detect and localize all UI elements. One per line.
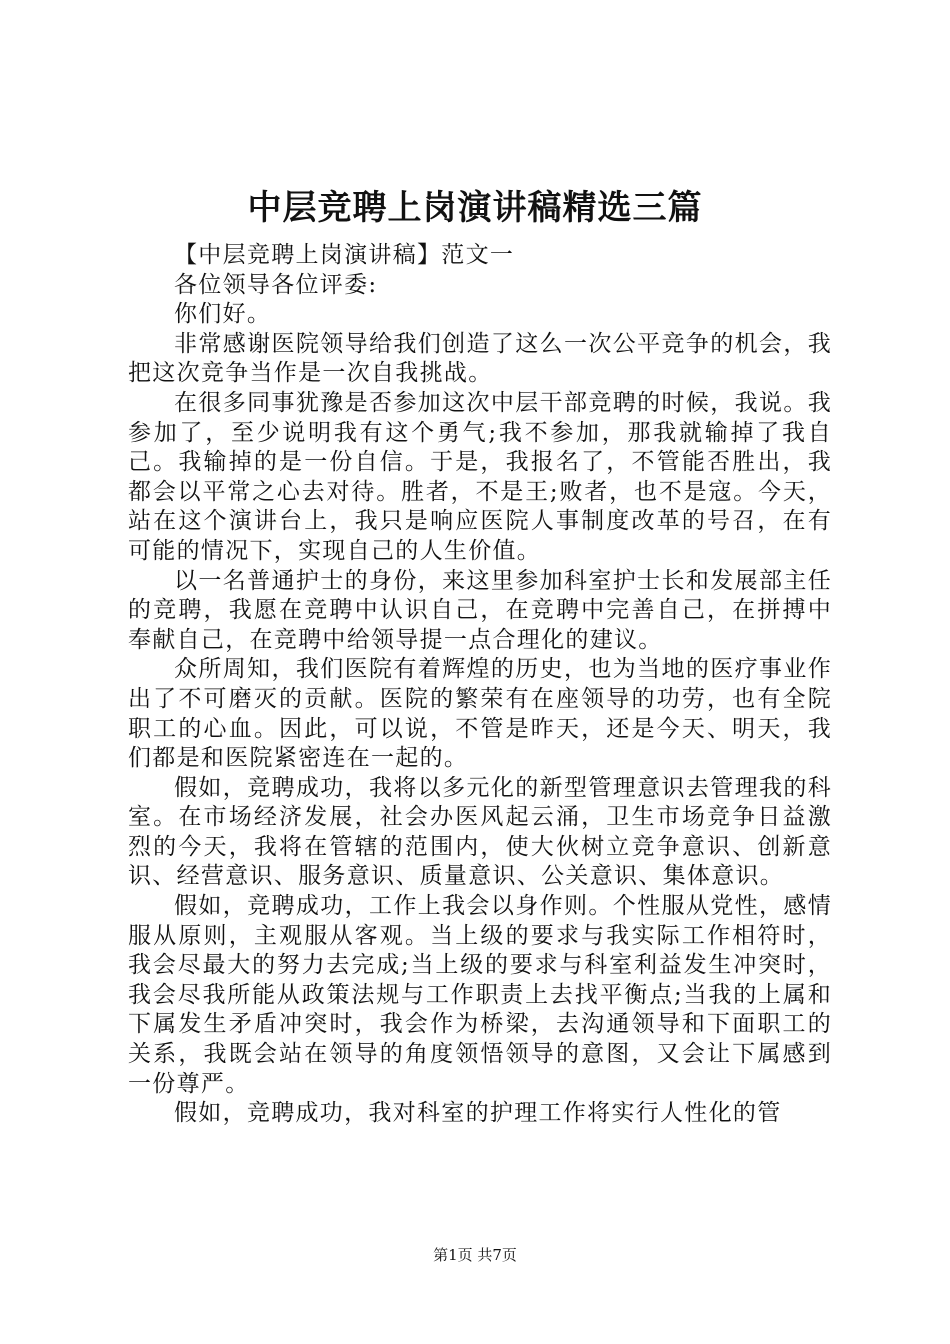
paragraph-work-attitude: 假如，竞聘成功，工作上我会以身作则。个性服从党性，感情服从原则，主观服从客观。当上级的要求与我实际工作相符时，我会尽最大的努力去完成;当上级的要求与科室利益发生冲突时，我会尽我所能从政策法规与工作职责上去找平衡点;当我的上属和下属发生矛盾冲突时，我会作为桥梁，去沟通领导和下面职工的关系，我既会站在领导的角度领悟领导的意图，又会让下属感到一份尊严。: [128, 893, 832, 1097]
paragraph-section-heading: 【中层竞聘上岗演讲稿】范文一: [174, 242, 515, 268]
document-body: [128, 241, 832, 1129]
paragraph-hospital-history: 众所周知，我们医院有着辉煌的历史，也为当地的医疗事业作出了不可磨灭的贡献。医院的繁荣有在座领导的功劳，也有全院职工的心血。因此，可以说，不管是昨天，还是今天、明天，我们都是和医院紧密连在一起的。: [128, 656, 832, 772]
paragraph-management: 假如，竞聘成功，我将以多元化的新型管理意识去管理我的科室。在市场经济发展，社会办医风起云涌，卫生市场竞争日益激烈的今天，我将在管辖的范围内，使大伙树立竞争意识、创新意识、经营意识、服务意识、质量意识、公关意识、集体意识。: [128, 774, 832, 890]
paragraph-nursing: 假如，竞聘成功，我对科室的护理工作将实行人性化的管: [174, 1100, 782, 1127]
paragraph-decision: 在很多同事犹豫是否参加这次中层干部竞聘的时候，我说。我参加了，至少说明我有这个勇气;我不参加，那我就输掉了我自己。我输掉的是一份自信。于是，我报名了，不管能否胜出，我都会以平常之心去对待。胜者，不是王;败者，也不是寇。今天，站在这个演讲台上，我只是响应医院人事制度改革的号召，在有可能的情况下，实现自己的人生价值。: [128, 389, 832, 564]
paragraph-thanks: 非常感谢医院领导给我们创造了这么一次公平竞争的机会，我把这次竞争当作是一次自我挑战。: [128, 330, 832, 387]
document-title: 中层竞聘上岗演讲稿精选三篇: [247, 188, 703, 228]
paragraph-greeting: 你们好。: [174, 301, 272, 328]
page-number: 第1页 共7页: [433, 1246, 517, 1264]
paragraph-identity: 以一名普通护士的身份，来这里参加科室护士长和发展部主任的竞聘，我愿在竞聘中认识自己，在竞聘中完善自己，在拼搏中奉献自己，在竞聘中给领导提一点合理化的建议。: [128, 567, 832, 653]
paragraph-salutation: 各位领导各位评委:: [174, 271, 378, 298]
